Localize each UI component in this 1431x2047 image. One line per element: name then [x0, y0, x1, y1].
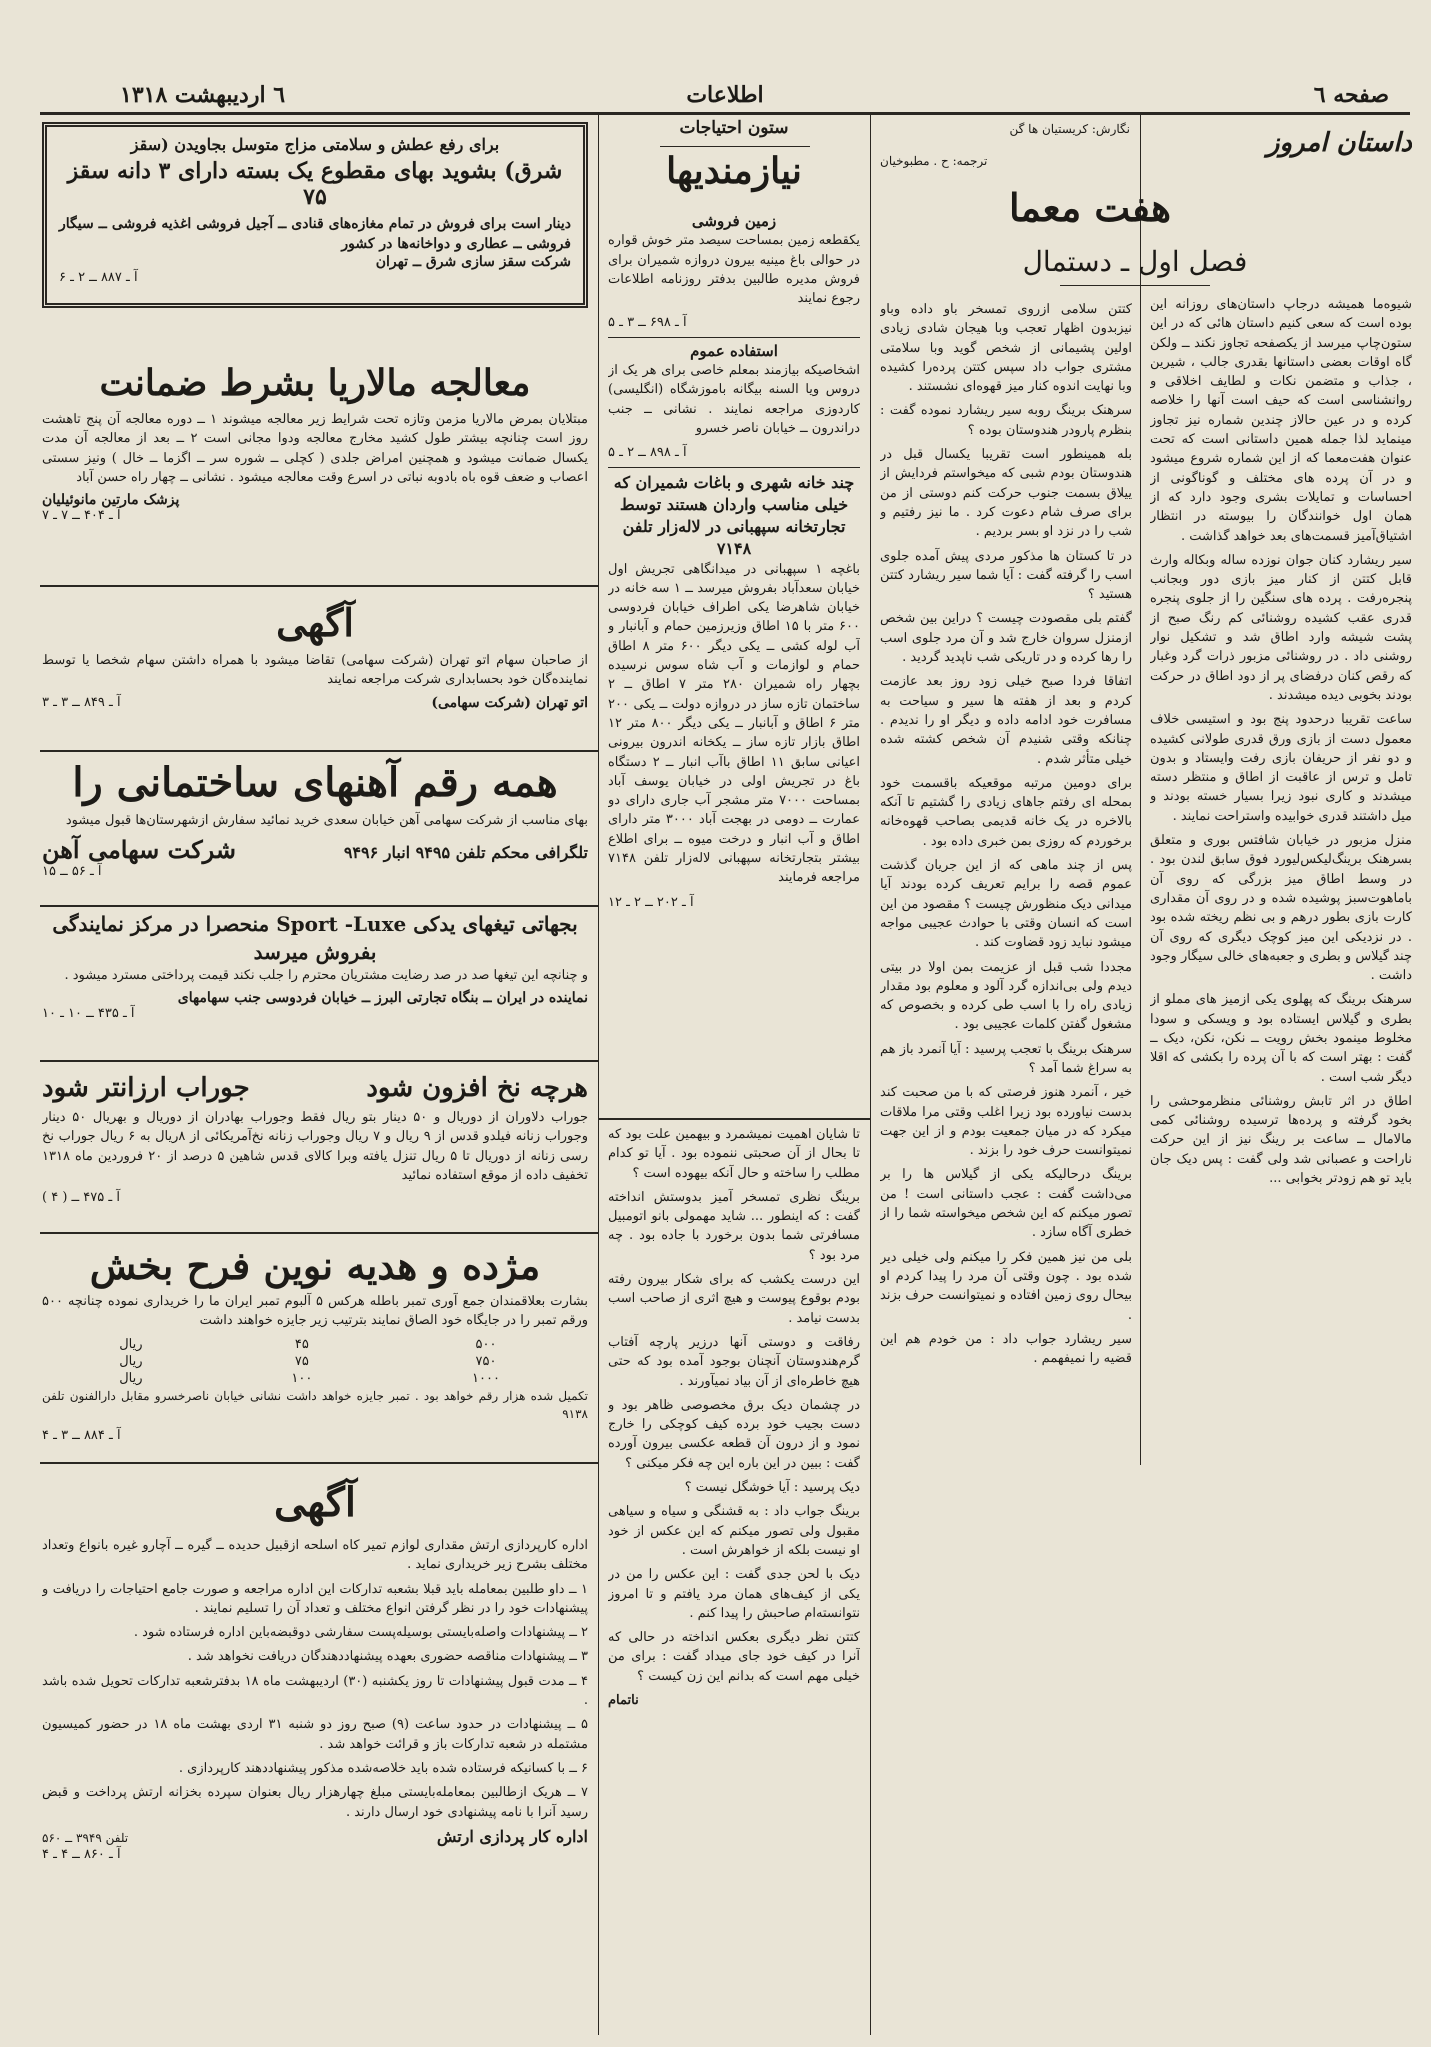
ad-razor-text: و چنانچه این تیغها صد در صد رضایت مشتریان محترم را جلب نکند قیمت پرداختی مسترد میشود .: [64, 968, 588, 983]
story-paragraph: شیوه‌ما همیشه درجاپ داستان‌ها‌ی روزانه این بوده است که سعی کنیم داستان هائی که در این ستون‌چاپ میرسد از یکصفحه تجاوز نکند ــ ولکن گاه اوقات بعضی داستانها بقدری جالب ، شیرین ، جذاب و متضمن نکات و لطایف اخلاقی و روانشناسی است که حیف است آنها را خلاصه کرده و در عین حالاز چندین شماره نیز تجاوز مینماید لذا جمله همین داستانی است که تحت عنوان هفت‌معما که از این شماره شروع میشود و در آن پرده های مختلف و گوناگونی از احساسات و تمایلات بشری وجود دارد که از همان اول خوانندگان را بیوسته در انتظار اشتیاق‌آمیز قسمت‌های بعد خواهد گذاشت .: [1150, 297, 1412, 544]
ad-gum-lead: برای رفع عطش و سلامتی مزاج متوسل بجاویدن (سقز: [130, 135, 500, 154]
newspaper-name: اطلاعات: [686, 82, 764, 108]
classified-heading: زمین فروشی: [691, 212, 777, 230]
story-paragraph: گفتم بلی مقصودت چیست ؟ دراین بین شخص ازمنزل سروان خارج شد و آن مرد جلوی اسب را رها کرده و در تاریکی شب ناپدید گردید .: [880, 611, 1132, 666]
table-row: [42, 1353, 588, 1370]
ad-iron-title: همه رقم آهنهای ساختمانی را: [72, 759, 558, 806]
story-paragraph: برینگ نظری تمسخر آمیز بدوستش انداخته گفت : که اینطور ... شاید مهمولی بانو اتومبیل مسافرتی شما بدون برخورد با جاده بود . چه مرد بود ؟: [608, 1189, 860, 1263]
ad-code: آ ـ ۸۸۴ ــ ۳ ـ ۴: [42, 1427, 121, 1443]
ad-code: آ ـ ۸۴۹ ــ ۳ ـ ۳: [42, 694, 121, 710]
classified-code: آ ـ ۲۰۲ ــ ۲ ـ ۱۲: [608, 894, 694, 910]
story-paragraph: بلی من نیز همین فکر را میکنم ولی خیلی دیر شده بود . چون وقتی آن مرد را پیدا کردم او بیحال روی زمین افتاده و نمیتوانست حرف بزند .: [880, 1249, 1132, 1323]
story-column-2: [880, 300, 1132, 2020]
ad-code: آ ـ ۴۷۵ ــ ( ۴ ): [42, 1190, 120, 1206]
needs-title: نیازمندیها: [666, 150, 802, 192]
ad-socks-title-b: جوراب ارزانتر شود: [42, 1073, 250, 1103]
story-paragraph: برای دومین مرتبه موقعیکه باقسمت خود بمحله ای رفتم جاهای زیادی را گشتیم تا آنکه بالاخره در یک خانه قدیمی بصاحب قهوه‌خانه برخوردم که روزی بمن خبری داده بود .: [880, 775, 1132, 849]
story-continuation: [608, 1125, 860, 2005]
ad-divider: [40, 1462, 598, 1464]
column-rule-2: [870, 115, 871, 2035]
classified-text: باغچه ۱ سپهبانی در میدانگاهی تجریش اول خیابان سعدآباد بفروش میرسد ــ ۱ سه خانه در خیابان شاهرضا یکی اطراف خیابان فردوسی ۶۰۰ متر با ۱۵ اطاق وزیرزمین حمام و آبانبار و آب لوله کشی ــ یکی دیگر ۶۰۰ متر ۸ اطاق حمام و لوازمات و آب شاه سوس نرسیده بچهار راه شمیران ۲۸۰ متر ۷ اطاق ــ ۲ ساختمان تازه ساز در دروازه دولت ــ یکی ۲۰۰ متر ۶ اطاق و آبانبار ــ یکی دیگر ۸۰۰ متر ۱۲ اطاق بازار تازه ساز ــ یکخانه اندرون بیرونی اعیانی سابق ۱۱ اطاق باآب انبار ــ ۲ دستگاه باغ در تجریش اولی در خیابان یوسف آباد بمساحت ۷۰۰۰ متر مشجر آب جاری دارای دو عمارت ــ دومی در بهجت آباد ۳۰۰۰ متر دارای اطاق و آب انبار و درخت میوه ــ برای اطلاع بیشتر بتجارتخانه سپهبانی لاله‌زار تلفن ۷۱۴۸ مراجعه فرمایند: [608, 561, 860, 886]
chapter-rule: [1060, 285, 1210, 286]
ad-razor: [42, 910, 588, 1055]
classified-heading: چند خانه شهری و باغات شمیران که خیلی مناسب واردان هستند توسط تجارتخانه سپهبانی در لاله‌زار تلفن ۷۱۴۸: [613, 472, 855, 558]
ad-stamps: [42, 1240, 588, 1460]
ad-code: آ ـ ۸۶۰ ــ ۴ ـ ۴: [42, 1846, 121, 1862]
ad-razor-sig: نماینده در ایران ــ بنگاه تجارتی البرز ــ خیابان فردوسی جنب سهامهای: [177, 990, 588, 1007]
masthead-rule: [40, 112, 1410, 115]
ad-army-text: اداره کارپردازی ارتش مقداری لوازم تمیر کاه اسلحه ازقبیل حدیده ــ گیره ــ آچارو غیره بانواع وتعداد مختلف بشرح زیر خریداری نماید .: [42, 1538, 588, 1573]
table-cell: ۴۵: [294, 1336, 309, 1352]
ad-stamps-table: [42, 1336, 588, 1387]
ad-notice-text: از صاحبان سهام اتو تهران (شرکت سهامی) تقاضا میشود با همراه داشتن سهام شخصا یا توسط نماینده‌گان خود بحسابداری شرکت مراجعه نمایند: [42, 653, 588, 688]
story-paragraph: ساعت تقریبا درحدود پنج بود و استیسی خلاف معمول دست از بازی ورق قدری طولانی کشیده و دو نفر از حریفان بازی رفت وایستاد و بدون تامل و ترس از عاقبت از اطاق و منتظر دسته میشدند و کاری نبود زیرا بسیار خسته بودند و میل داشتند قدری خوابیده واستراحت نمایند .: [1150, 712, 1412, 824]
ad-iron-phone: تلگرافی محکم تلفن ۹۴۹۵ انبار ۹۴۹۶: [343, 843, 588, 863]
table-row: [42, 1336, 588, 1353]
ad-gum-brand: شرق) بشوید بهای مقطوع یک بسته دارای ۳ دانه سقز ۷۵: [67, 158, 563, 210]
ad-army-item: ۱ ــ داو طلبین بمعامله باید قبلا بشعبه تدارکات این اداره مراجعه و صورت جامع احتیاجات را دریافت و پیشنهادات خود را در نظر گرفتن انواع مختلف و تعداد آن را تسلیم نمایند .: [42, 1581, 588, 1616]
story-paragraph: دیک با لحن جدی گفت : این عکس را من در یکی از کیف‌های همان مرد یافتم و تا امروز نتوانسته‌ام صاحبش را پیدا کنم .: [608, 1567, 860, 1621]
table-cell: ۱۰۰۰: [472, 1370, 500, 1386]
story-paragraph: برینگ درحالیکه یکی از گیلاس ها را بر می‌داشت گفت : عجب داستانی است ! من تصور میکنم که این شخص میخواسته شما را از خطری آگاه سازد .: [880, 1167, 1132, 1241]
classified-text: یکقطعه زمین بمساحت سیصد متر خوش قواره در حوالی باغ مینیه بیرون دروازه شمیران برای فروش مدیره طالبین بدفتر روزنامه اطلاعات رجوع نمایند: [608, 233, 860, 307]
table-cell: ریال: [119, 1353, 143, 1369]
story-paragraph: بله همینطور است تقریبا یکسال قبل در هندوستان بودم شبی که میخواستم فردایش از ییلاق بسمت جنوب حرکت کنم دوستی از من برای صرف شام دعوت کرد . ما نیز رفتیم و شب را در نزد او بسر بردیم .: [880, 447, 1132, 540]
story-paragraph: کتتن سلامی ازروی تمسخر باو داده وباو نیزبدون اظهار تعجب وبا هیجان شادی زیادی اولین پشیمانی از شخص گوید وبا سلامتی مشتری جواب داد سپس کتتن پرده‌را کشیده وبا نهایت اندوه کنار میز قهوه‌ای نشستند .: [880, 302, 1132, 395]
story-paragraph: رفاقت و دوستی آنها درزیر پارچه آفتاب گرم‌هندوستان آنچنان بوجود آمده بود که حتی هیچ خاطره‌ای از آن بیاد نمیآورند .: [608, 1334, 860, 1389]
ad-malaria-text: مبتلایان بمرض مالاریا مزمن وتازه تحت شرایط زیر معالجه میشوند ۱ ــ دوره معالجه آن پنج تاهشت روز است چنانچه بیشتر طول کشید مخارج معالجه ودوا مجانی است ۲ ــ بعد از معالجه آن مدت یکسال ضمانت میشود و همچنین امراض جلدی ( کچلی ــ شوره سر ــ اگزما ــ خال ) ونیز سستی اعصاب و ضعف قوه باه بادوبه نباتی در اسرع وقت معالجه میشود . نشانی ــ چهار راه حسن آباد: [42, 412, 588, 485]
table-cell: ۵۰۰: [475, 1336, 497, 1352]
ad-iron-sig: شرکت سهامی آهن: [42, 835, 236, 865]
ad-army-item: ۲ ــ پیشنهادات واصله‌بایستی بوسیله‌پست سفارشی دوقبضه‌باین اداره فرستاده شود .: [133, 1625, 588, 1641]
table-row: [42, 1370, 588, 1387]
ad-code: آ ـ ۴۳۵ ــ ۱۰ ـ ۱۰: [42, 1006, 135, 1022]
ad-divider: [40, 585, 598, 587]
ad-malaria-title: معالجه مالاریا بشرط ضمانت: [99, 362, 531, 404]
ad-code: آ ـ ۴۰۴ ــ ۷ ـ ۷: [42, 508, 121, 524]
page-number: صفحه ٦: [1313, 82, 1389, 108]
ad-gum-text: دینار است برای فروش در تمام مغازه‌های قنادی ــ آجیل فروشی اغذیه فروشی ــ سیگار فروشی ــ عطاری و دواخانه‌ها در کشور: [59, 216, 571, 252]
ad-army-item: ۳ ــ پیشنهادات مناقصه حضوری بعهده پیشنهاددهندگان دریافت نخواهد شد .: [187, 1649, 588, 1665]
story-paragraph: دیک پرسید : آیا خوشگل نیست ؟: [684, 1480, 860, 1496]
story-paragraph: تا شایان اهمیت نمیشمرد و بیهمین علت بود که تا بحال از آن صحبتی ننموده بود . آیا تو کدام مطلب را ساخته و حال آنکه بیهوده است ؟: [608, 1127, 860, 1181]
story-paragraph: سرهنک برینگ روبه سیر ریشارد نموده گفت : بنظرم پارودر هندوستان بوده ؟: [880, 403, 1132, 438]
ad-notice-title: آگهی: [276, 600, 354, 645]
story-title: هفت معما: [1008, 185, 1172, 230]
classified-rule: [608, 337, 860, 338]
ad-notice-shareholders: [42, 595, 588, 745]
story-paragraph: مجددا شب قبل از عزیمت بمن اولا در بیتی دیدم ولی بی‌اندازه گرد آلود و معلوم بود مقدار زیادی راه را با اسب طی کرده و بخصوص که مشغول گفتن کلمات عجیبی بود .: [880, 959, 1132, 1033]
ad-army: [42, 1470, 588, 2030]
story-translator: ترجمه: ح . مطبوخیان: [880, 154, 988, 168]
ad-notice-sig: اتو تهران (شرکت سهامی): [431, 694, 588, 711]
ad-army-phone: تلفن ۳۹۴۹ ــ ۵۶۰: [42, 1830, 129, 1845]
table-cell: ریال: [119, 1336, 143, 1352]
ad-stamps-text: بشارت بعلاقمندان جمع آوری تمبر باطله هرکس ۵ آلبوم تمبر ایران ما را خریداری نموده چنانچه ۵۰۰ ورقم تمبر را در جایگاه خود الصاق نمایند بترتیب زیر جایزه خواهند داشت: [42, 1294, 588, 1329]
issue-date: ٦ اردیبهشت ۱۳۱۸: [120, 82, 286, 108]
to-be-continued: ناتمام: [608, 1693, 639, 1709]
ad-code: آ ـ ۸۸۷ ــ ۲ ـ ۶: [59, 270, 138, 285]
story-paragraph: اتفاقا فردا صبح خیلی زود روز بعد عازمت کردم و بعد از هفته ها سیر و سیاحت به مسافرت خود ادامه داده و دیگر او را ندیدم . چنانکه وقتی شنیدم آن شخص کشته شده خیلی متأثر شدم .: [880, 674, 1132, 767]
ad-gum-box: [42, 122, 588, 308]
ad-malaria: [42, 360, 588, 620]
story-paragraph: سرهنک برینگ با تعجب پرسید : آیا آنمرد باز هم به سراغ شما آمد ؟: [880, 1041, 1132, 1076]
table-cell: ۱۰۰: [291, 1370, 313, 1386]
ad-army-sig: اداره کار پردازی ارتش: [436, 1826, 588, 1846]
story-paragraph: سرهنک برینگ که پهلوی یکی ازمیز های مملو از بطری و گیلاس ایستاده بود و ویسکی و سودا مخلوط مینمود بخش رویت ــ نکن‌، نکن‌، دیک ــ گفت : بهتر است که با آن پرده را بکشی که اقلا دیگر شب است .: [1150, 992, 1412, 1085]
story-chapter: فصل اول ـ دستمال: [1022, 245, 1248, 278]
needs-end-rule: [598, 1118, 870, 1120]
story-column-label: داستان امروز: [1266, 128, 1412, 158]
ad-divider: [40, 905, 598, 907]
ad-army-item: ۵ ــ پیشنهادات در حدود ساعت (۹) صبح روز دو شنبه ۳۱ اردی بهشت ماه ۱۸ در حضور کمیسیون مشتمله در شعبه تدارکات باز و قرائت خواهد شد .: [42, 1717, 588, 1752]
ad-iron: [42, 755, 588, 905]
ad-stamps-title: مژده و هدیه نوین فرح بخش: [89, 1243, 541, 1288]
ad-army-item: ۷ ــ هریک ازطالبین بمعامله‌بایستی مبلغ چهارهزار ریال بعنوان سپرده بخزانه ارتش پرداخت و قبض رسید آنرا با نامه پیشنهادی خود ارسال دارند .: [42, 1785, 588, 1820]
story-paragraph: سیر ریشارد کنان جوان نوزده ساله وبکاله وارث قابل کتتن از کنار میز بازی دور وبجانب پنجره‌رفت . پرده‌ های سنگین را از جلوی‌ پنجره قدری عقب کشیده روشنائی کم رنگ صبح از پشت شیشه وارد اطاق شد و تشکیل نوار روشنی داد . در روشنائی مزبور ذرات گرد وغبار که رقص کنان درفضای پر از دود اطاق در حرکت بودند بخوبی دیده میشدند .: [1150, 552, 1412, 703]
ad-iron-text: بهای مناسب از شرکت سهامی آهن خیابان سعدی خرید نمائید سفارش ازشهرستان‌ها قبول میشود: [65, 813, 588, 828]
story-paragraph: خیر ، آنمرد هنوز فرصتی که با من صحبت کند بدست نیاورده بود زیرا اغلب وقتی مرا ملاقات میکرد که در میان جمعیت بودم و از این جهت نمیتوانست حرف خود را بزند .: [880, 1085, 1132, 1159]
column-rule-1: [1140, 115, 1141, 1465]
story-paragraph: برینگ جواب داد : به قشنگی و سیاه و سیاهی مقبول ولی تصور میکنم که این عکس از خود او نیست بلکه از خواهرش است .: [608, 1504, 860, 1558]
story-paragraph: پس از چند ماهی که از این جریان گذشت عموم قصه را برایم تعریف کرده بودند آیا میدانی دیک منظورش چیست ؟ مقصود من این است که انسان وقتی با حوادث عجیبی مواجه میشود نباید زود قضاوت کند .: [880, 858, 1132, 951]
ad-divider: [40, 750, 598, 752]
story-paragraph: اطاق در اثر تابش روشنائی منظرموحشی را بخود گرفته و پرده‌ها ترسیده روشنائی کمی مالامال ــ ساعت بر رینگ نیز از این حرکت ناراحت و عصبانی شد ولی گفت : پس دیک جان باید تو هم زودتر بخوابی ...: [1150, 1093, 1412, 1187]
story-paragraph: در تا کستان ها مذکور مردی پیش آمده جلوی اسب را گرفته گفت : آیا شما سیر ریشارد کتتن هستید ؟: [880, 548, 1132, 603]
ad-divider: [40, 1232, 598, 1234]
table-cell: ۷۵۰: [475, 1353, 497, 1369]
ad-army-title: آگهی: [274, 1479, 356, 1526]
story-paragraph: در چشمان دیک برق مخصوصی ظاهر بود و دست بجیب خود برده کیف کوچکی را خارج نمود و از درون آن قطعه عکسی بیرون آورده گفت : ببین در این باره این چه فکر میکنی ؟: [608, 1397, 860, 1471]
needs-section-title: ستون احتیاجات: [679, 118, 789, 138]
ad-army-item: ۶ ــ با کسانیکه فرستاده شده باید خلاصه‌شده مذکور پیشنهاددهند کارپردازی .: [178, 1760, 588, 1776]
ad-malaria-sig: پزشک مارتین مانوئیلیان: [42, 492, 180, 509]
story-paragraph: منزل مزبور در خیابان شافتس بوری و متعلق بسرهنک برینگ‌لیکس‌لیورد فوق سابق لندن بود . در وسط اطاق میز بزرگی که روی آن باماهوت‌سبز پوشیده شده و در روی آن مقداری کارت بازی بطور درهم و بی نظم ریخته شده بود . در نزدیکی این میز کوچک دیگری که روی آن چند گیلاس و بطری و جعبه‌های خالی سیگار وجود داشت .: [1150, 833, 1412, 984]
ad-razor-title: بجهاتی تیغهای یدکی Sport -Luxe منحصرا در مرکز نمایندگی بفروش میرسد: [52, 912, 578, 964]
classified-heading: استفاده عموم: [690, 341, 778, 360]
classified-code: آ ـ ۸۹۸ ــ ۲ ـ ۵: [608, 445, 687, 461]
table-cell: ۷۵: [294, 1353, 309, 1369]
classified-rule: [608, 467, 860, 468]
column-rule-3: [598, 115, 599, 2035]
ad-socks-text: جوراب دلاوران از دوریال و ۵۰ دینار بتو ریال فقط وجوراب بهادران از دوریال و بهریال ۵۰ دینار وجوراب زنانه فیلدو قدس از ۹ ریال و ۷ ریال وجوراب زنانه نخ‌آمریکائی از ۸ریال به ۶ ریال جوراب نخ رسی زنانه از دوریال تا ۵ ریال تنزل یافته وبرا کالای قدس شاهین ۵ درصد از ۲۰ فروردین ماه ۱۳۱۸ تخفیف داده از موقع استفاده نمائید: [42, 1110, 588, 1183]
story-paragraph: کتتن نظر دیگری بعکس انداخته در حالی که آنرا در کیف خود جای میداد گفت : برای من خیلی مهم است که بدانم این زن کیست ؟: [608, 1630, 860, 1684]
classified-code: آ ـ ۶۹۸ ــ ۳ ـ ۵: [608, 315, 687, 331]
ad-code: آ ـ ۵۶ ــ ۱۵: [42, 864, 102, 880]
needs-section-rule: [660, 146, 810, 147]
story-author: نگارش: کریستیان ها گن: [1009, 122, 1130, 136]
ad-divider: [40, 1060, 598, 1062]
ad-gum-sig: شرکت سقز سازی شرق ــ تهران: [375, 254, 571, 270]
story-paragraph: سیر ریشارد جواب داد : من خودم هم این قضیه را نمیفهمم .: [880, 1331, 1132, 1367]
ad-army-item: ۴ ــ مدت قبول پیشنهادات تا روز یکشنبه (۳۰) اردیبهشت ماه ۱۸ بدفترشعبه تدارکات تحویل شده باشد .: [42, 1673, 588, 1709]
story-column-1: [1150, 295, 1412, 1465]
story-paragraph: این درست یکشب که برای شکار بیرون رفته بودم بوقوع پیوست و هیچ اثری از صاحب اسب بدست نیامد .: [608, 1272, 860, 1326]
ad-stamps-footer: تکمیل شده هزار رقم خواهد بود . تمبر جایزه خواهد داشت نشانی خیابان ناصرخسرو مقابل دارالفنون تلفن ۹۱۳۸: [42, 1388, 588, 1421]
classified-text: اشخاصیکه بیازمند بمعلم خاصی برای هر یک از دروس ویا السنه بیگانه باموزشگاه (انگلیسی) کاردوزی مراجعه نمایند . نشانی ــ جنب دراندرون ــ خیابان ناصر خسرو: [608, 363, 860, 436]
ad-socks: [42, 1068, 588, 1233]
ad-socks-title-a: هرچه نخ افزون شود: [366, 1073, 588, 1103]
needs-classifieds: [608, 212, 860, 1112]
table-cell: ریال: [119, 1370, 143, 1386]
